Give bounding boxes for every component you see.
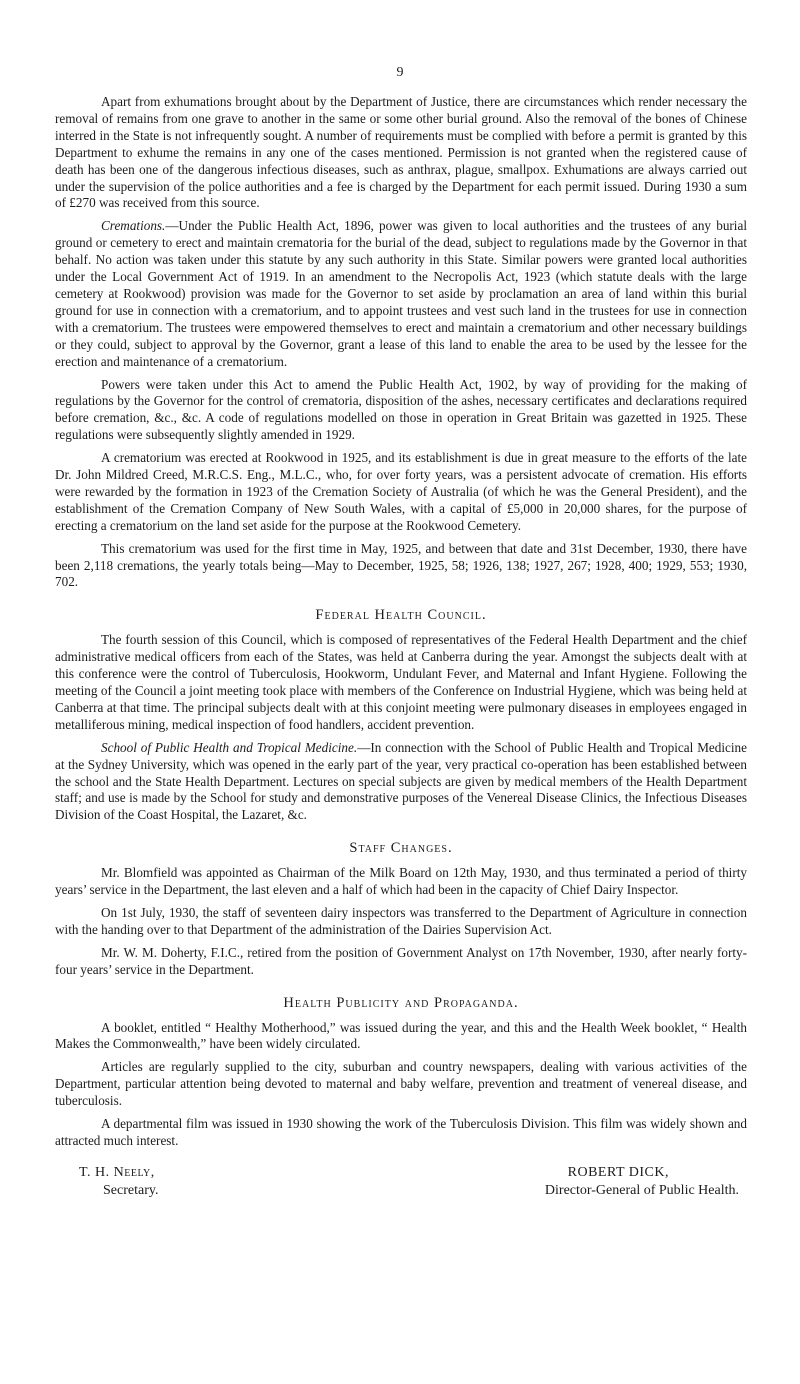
staff-paragraph-3: Mr. W. M. Doherty, F.I.C., retired from the position of Government Analyst on 17th November, 1930, after nearly forty-four years’ service in the Department. [55,944,747,977]
cremations-text: —Under the Public Health Act, 1896, power was given to local authorities and the trustees of any burial ground or cemetery to erect and maintain crematoria for the burial of the dead, subject to regulations made by the Governor in that behalf. No action was taken under this statute by any such authority in this State. Similar powers were granted local authorities under the Local Government Act of 1919. In an amendment to the Necropolis Act, 1923 (which statute deals with the large cemetery at Rookwood) provision was made for the Governor to set aside by proclamation an area of land within this burial ground for use in connection with a crematorium, and to appoint trustees and vest such land in the trustees for use in connection with a crematorium. The trustees were empowered themselves to erect and maintain a crematorium and other necessary buildings or they could, subject to approval by the Governor, grant a lease of this land to enable the area to be used by the lessee for the erection and maintenance of a crematorium. [55,218,747,369]
director-title: Director-General of Public Health. [544,1182,739,1198]
publicity-paragraph-2: Articles are regularly supplied to the city, suburban and country newspapers, dealing with various activities of the Department, particular attention being devoted to maternal and baby welfare, prevention and treatment of venereal disease, and tuberculosis. [55,1059,747,1109]
federal-paragraph-1: The fourth session of this Council, which is composed of representatives of the Federal Health Department and the chief administrative medical officers from each of the States, was held at Canberra during the year. Amongst the subjects dealt with at this conference were the control of Tuberculosis, Hookworm, Undulant Fever, and Maternal and Infant Hygiene. Following the meeting of the Council a joint meeting took place with members of the Conference on Industrial Hygiene, which was being held at Canberra at that time. The principal subjects dealt with at this conjoint meeting were pulmonary diseases in employees engaged in metalliferous mining, medical inspection of food handlers, accident prevention. [55,632,747,732]
school-text: —In connection with the School of Public Health and Tropical Medicine at the Sydney University, which was opened in the early part of the year, very practical co-operation has been established between the school and the State Health Department. Lectures on special subjects are given by medical members of the Health Department staff; and use is made by the School for study and demonstrative purposes of the Venereal Disease Clinics, the Infectious Diseases Division of the Coast Hospital, the Lazaret, &c. [55,739,747,823]
secretary-title: Secretary. [103,1182,159,1198]
school-lead: School of Public Health and Tropical Medicine. [101,739,358,755]
cremations-lead: Cremations. [101,218,166,234]
cremations-paragraph-1 [55,218,747,370]
cremations-paragraph-3: A crematorium was erected at Rookwood in 1925, and its establishment is due in great measure to the efforts of the late Dr. John Mildred Creed, M.R.C.S. Eng., M.L.C., who, for over forty years, was a persistent advocate of cremation. His efforts were rewarded by the formation in 1923 of the Cremation Society of Australia (of which he was the General President), and the establishment of the Cremation Company of New South Wales, with a capital of £5,000 in 20,000 shares, for the purpose of erecting a crematorium on the land set aside for the purpose at the Rookwood Cemetery. [55,450,747,533]
secretary-name: T. H. Neely, [79,1164,155,1180]
publicity-heading: Health Publicity and Propaganda. [283,994,519,1011]
staff-paragraph-2: On 1st July, 1930, the staff of seventeen dairy inspectors was transferred to the Department of Agriculture in connection with the handing over to that Department of the administration of the Dairies Supervision Act. [55,904,747,937]
school-paragraph [55,740,747,825]
staff-changes-heading: Staff Changes. [349,840,453,857]
federal-health-council-heading: Federal Health Council. [315,607,487,624]
director-signature [545,1164,747,1200]
page-body [55,94,747,1200]
exhumations-paragraph: Apart from exhumations brought about by the Department of Justice, there are circumstances which render necessary the removal of remains from one grave to another in the same or some other burial ground. Also the removal of the bones of Chinese interred in the State is not infrequently sought. A number of requirements must be complied with before a permit is granted by this Department to exhume the remains in any one of the cases mentioned. Permission is not granted when the registered cause of death has been one of the dangerous infectious diseases, such as anthrax, plague, smallpox. Exhumations are always carried out under the supervision of the police authorities and a fee is charged by the Department for each permit issued. During 1930 a sum of £270 was received from this source. [55,94,747,211]
signature-block [55,1164,747,1200]
page-number: 9 [396,65,404,80]
staff-paragraph-1: Mr. Blomfield was appointed as Chairman of the Milk Board on 12th May, 1930, and thus terminated a period of thirty years’ service in the Department, the last eleven and a half of which had been in the capacity of Chief Dairy Inspector. [55,865,747,898]
cremations-paragraph-2: Powers were taken under this Act to amend the Public Health Act, 1902, by way of providing for the making of regulations by the Governor for the control of crematoria, disposition of the ashes, necessary certificates and declarations required before cremation, &c., &c. A code of regulations modelled on those in operation in Great Britain was gazetted in 1925. These regulations were subsequently slightly amended in 1929. [55,376,747,443]
secretary-signature [55,1164,158,1200]
cremations-paragraph-4: This crematorium was used for the first time in May, 1925, and between that date and 31st December, 1930, there have been 2,118 cremations, the yearly totals being—May to December, 1925, 58; 1926, 138; 1927, 267; 1928, 400; 1929, 553; 1930, 702. [55,540,747,590]
director-name: ROBERT DICK, [567,1164,669,1180]
publicity-paragraph-1: A booklet, entitled “ Healthy Motherhood,” was issued during the year, and this and the Health Week booklet, “ Health Makes the Commonwealth,” have been widely circulated. [55,1019,747,1052]
publicity-paragraph-3: A departmental film was issued in 1930 showing the work of the Tuberculosis Division. This film was widely shown and attracted much interest. [55,1116,747,1148]
